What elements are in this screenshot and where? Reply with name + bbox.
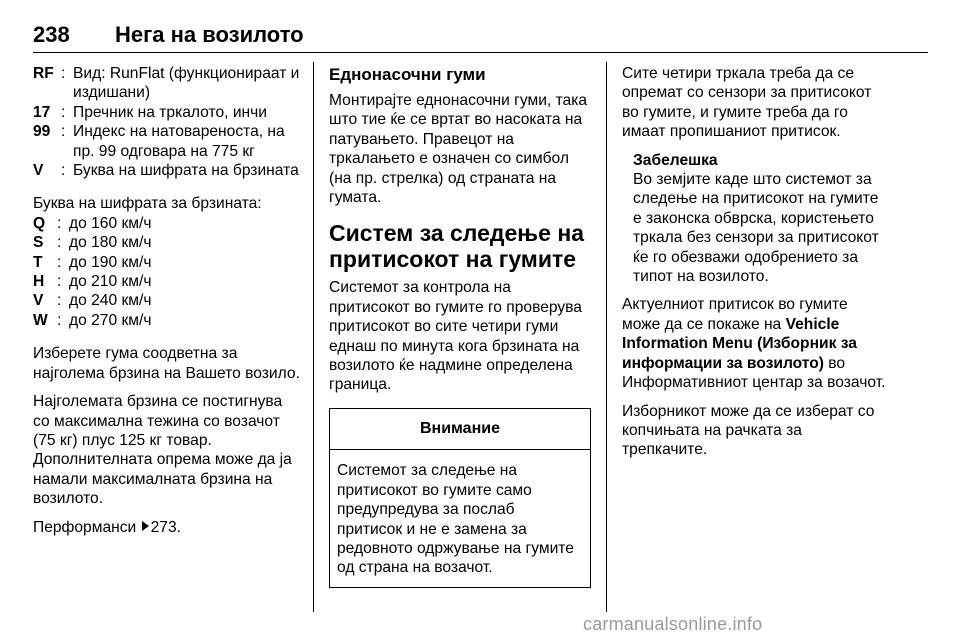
definition-text: Пречник на тркалото, инчи xyxy=(73,103,267,121)
watermark: carmanualsonline.info xyxy=(583,614,763,634)
column-1 xyxy=(33,64,303,537)
speed-row: T : до 190 км/ч xyxy=(33,253,303,272)
speed-row: H : до 210 км/ч xyxy=(33,272,303,291)
note-title: Забелешка xyxy=(633,151,718,169)
paragraph: Системот за контрола на притисокот во гумите го проверува притисокот во сите четири гуми еднаш по минута кога брзината на возилото ќе надмине определена граница. xyxy=(329,279,582,394)
speed-value: до 210 км/ч xyxy=(69,273,152,291)
paragraph: Сите четири тркала треба да се опремат со сензори за притисокот во гумите, и гумите треба да го имаат пропишаниот притисок. xyxy=(622,65,872,141)
paragraph: Изборникот може да се изберат со копчињата на рачката за трепкачите. xyxy=(622,402,875,459)
menu-name: Vehicle Information Menu (Изборник за информации за возилото) xyxy=(622,315,857,372)
definition-term: RF xyxy=(33,65,54,82)
column-divider-1 xyxy=(313,62,314,612)
paragraph-text: во Информативниот центар за возачот. xyxy=(622,354,886,392)
speed-term: H xyxy=(33,273,45,291)
speed-code-intro: Буква на шифрата за брзината: xyxy=(33,195,262,213)
definition-term: V xyxy=(33,162,44,180)
definition-text: Индекс на натовареноста, на пр. 99 одговара на 775 кг xyxy=(73,123,285,160)
note-box xyxy=(622,151,890,287)
page-number: 238 xyxy=(33,22,70,47)
speed-term: V xyxy=(33,292,44,310)
definition-term: 17 xyxy=(33,103,51,121)
header-divider xyxy=(33,52,928,53)
speed-value: до 190 км/ч xyxy=(69,253,152,271)
paragraph: Најголемата брзина се постигнува со максимална тежина со возачот (75 кг) плус 125 кг товар. Дополнителната опрема може да ја намали максималната брзина на возилото. xyxy=(33,393,292,508)
paragraph: Изберете гума соодветна за најголема брзина на Вашето возило. xyxy=(33,345,300,382)
warning-body: Системот за следење на притисокот во гумите само предупредува за послаб притисок и не е замена за редовното одржување на гумите од страна на возачот. xyxy=(337,462,574,577)
definition-row: RF : Вид: RunFlat (функционираат и издишани) xyxy=(33,64,303,103)
page-title: Нега на возилото xyxy=(115,22,304,47)
speed-value: до 240 км/ч xyxy=(69,292,152,310)
paragraph-text: Актуелниот притисок во гумите може да се покаже на xyxy=(622,296,848,333)
performance-reference xyxy=(33,518,303,537)
definition-term: 99 xyxy=(33,123,51,141)
column-3 xyxy=(622,64,890,460)
note-body: Во земјите каде што системот за следење на притисокот на гумите е законска обврска, користењето тркала без сензори за притисокот ќе го обезважи одобрението за типот на возилото. xyxy=(633,171,879,286)
speed-value: до 270 км/ч xyxy=(69,311,152,329)
section-heading-tpms: Систем за следење на притисокот на гумите xyxy=(329,220,584,273)
warning-box xyxy=(329,408,591,588)
speed-term: S xyxy=(33,234,44,252)
speed-row: V : до 240 км/ч xyxy=(33,291,303,310)
section-heading-directional-tyres: Еднонасочни гуми xyxy=(329,65,486,84)
page-reference-arrow-icon xyxy=(142,521,149,531)
page-header xyxy=(33,22,928,52)
definition-text: Буква на шифрата на брзината xyxy=(73,162,299,180)
definition-row: V : Буква на шифрата на брзината xyxy=(33,161,303,180)
speed-row: Q : до 160 км/ч xyxy=(33,214,303,233)
definition-row: 99 : Индекс на натовареноста, на пр. 99 одговара на 775 кг xyxy=(33,122,303,161)
speed-term: T xyxy=(33,253,43,271)
speed-value: до 160 км/ч xyxy=(69,214,152,232)
speed-term: Q xyxy=(33,214,46,232)
speed-value: до 180 км/ч xyxy=(69,234,152,252)
speed-row: S : до 180 км/ч xyxy=(33,233,303,252)
speed-row: W : до 270 км/ч xyxy=(33,311,303,330)
performance-page-link[interactable]: 273. xyxy=(150,518,181,536)
definition-text: Вид: RunFlat (функционираат и издишани) xyxy=(73,65,300,102)
speed-term: W xyxy=(33,311,48,329)
tyre-code-list xyxy=(33,64,303,180)
column-2 xyxy=(329,64,595,588)
paragraph: Монтирајте еднонасочни гуми, така што тие ќе се вртат во насоката на патувањето. Правецот на тркалањето е означен со симбол (на пр. стрелка) од страната на гумата. xyxy=(329,92,588,207)
speed-code-list xyxy=(33,214,303,330)
column-divider-2 xyxy=(606,62,607,612)
definition-row: 17 : Пречник на тркалото, инчи xyxy=(33,103,303,122)
performance-label: Перформанси xyxy=(33,518,137,536)
paragraph xyxy=(622,295,890,392)
warning-title: Внимание xyxy=(330,409,590,450)
